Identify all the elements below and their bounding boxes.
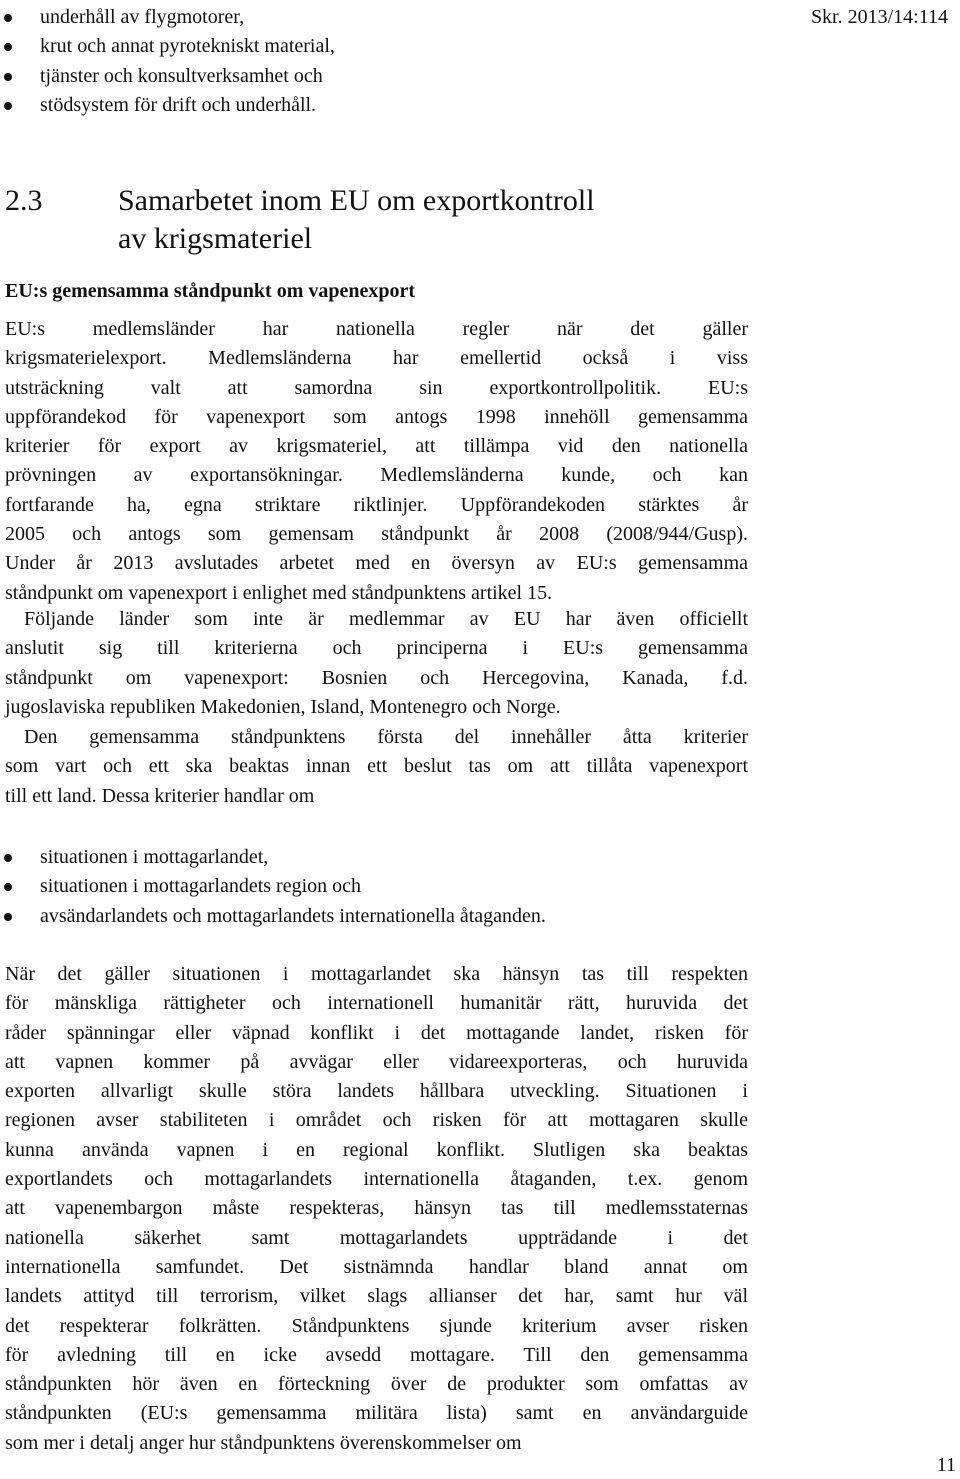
text-line: Den gemensamma ståndpunktens första del innehåller åtta kriterier	[24, 726, 748, 748]
text-line: ståndpunkt om vapenexport i enlighet med ståndpunktens artikel 15.	[5, 581, 553, 604]
list-item-text: situationen i mottagarlandets region och	[40, 875, 362, 898]
section-number: 2.3	[5, 184, 43, 217]
text-line: ståndpunkten (EU:s gemensamma militära lista) samt en användarguide	[5, 1402, 748, 1425]
section-heading	[5, 182, 765, 258]
list-item-text: situationen i mottagarlandet,	[40, 846, 269, 868]
bullet-dot-icon	[4, 913, 12, 921]
paragraph-criteria-details	[5, 960, 748, 1458]
text-line: uppförandekod för vapenexport som antogs 1998 innehöll gemensamma	[5, 405, 748, 428]
page-number: 11	[936, 1454, 956, 1476]
list-item-text: avsändarlandets och mottagarlandets internationella åtaganden.	[40, 904, 546, 927]
section-title-line1: Samarbetet inom EU om exportkontroll	[118, 184, 595, 217]
text-line: ståndpunkten hör även en förteckning över de produkter som omfattas av	[5, 1373, 748, 1396]
criteria-bullet-list	[0, 843, 546, 931]
text-line: EU:s medlemsländer har nationella regler när det gäller	[5, 318, 748, 340]
text-line: När det gäller situationen i mottagarlandet ska hänsyn tas till respekten	[5, 963, 748, 985]
subheading: EU:s gemensamma ståndpunkt om vapenexport	[5, 280, 416, 302]
text-line: som mer i detalj anger hur ståndpunktens överenskommelser om	[5, 1431, 522, 1454]
text-line: kriterier för export av krigsmateriel, att tillämpa vid den nationella	[5, 435, 748, 458]
list-item-text: tjänster och konsultverksamhet och	[40, 64, 323, 87]
paragraph-eu-rules	[5, 315, 748, 608]
section-title-line2: av krigsmateriel	[118, 222, 313, 255]
text-line: till ett land. Dessa kriterier handlar om	[5, 784, 315, 807]
text-line: regionen avser stabiliteten i området och risken för att mottagaren skulle	[5, 1109, 748, 1132]
text-line: Under år 2013 avslutades arbetet med en översyn av EU:s gemensamma	[5, 552, 748, 575]
text-line: det respekterar folkrätten. Ståndpunktens sjunde kriterium avser risken	[5, 1314, 748, 1337]
text-line: utsträckning valt att samordna sin exportkontrollpolitik. EU:s	[5, 376, 748, 399]
paragraph-associated-countries	[5, 605, 748, 722]
list-item	[0, 91, 335, 120]
text-line: nationella säkerhet samt mottagarlandets uppträdande i det	[5, 1226, 748, 1249]
list-item-text: stödsystem för drift och underhåll.	[40, 93, 317, 116]
list-item	[0, 62, 335, 91]
text-line: att vapnen kommer på avvägar eller vidareexporteras, och huruvida	[5, 1050, 748, 1073]
text-line: 2005 och antogs som gemensam ståndpunkt år 2008 (2008/944/Gusp).	[5, 523, 748, 546]
text-line: krigsmaterielexport. Medlemsländerna har emellertid också i viss	[5, 347, 748, 370]
equipment-bullet-list	[0, 3, 335, 120]
text-line: fortfarande ha, egna striktare riktlinjer. Uppförandekoden stärktes år	[5, 493, 748, 516]
text-line: råder spänningar eller väpnad konflikt i det mottagande landet, risken för	[5, 1021, 748, 1044]
bullet-dot-icon	[4, 14, 12, 22]
text-line: jugoslaviska republiken Makedonien, Island, Montenegro och Norge.	[5, 695, 561, 718]
list-item-text: krut och annat pyrotekniskt material,	[40, 35, 335, 58]
text-line: ståndpunkt om vapenexport: Bosnien och Hercegovina, Kanada, f.d.	[5, 666, 748, 689]
text-line: Följande länder som inte är medlemmar av EU har även officiellt	[24, 608, 748, 630]
text-line: anslutit sig till kriterierna och principerna i EU:s gemensamma	[5, 637, 748, 660]
text-line: för avledning till en icke avsedd mottagare. Till den gemensamma	[5, 1343, 748, 1366]
bullet-dot-icon	[4, 73, 12, 81]
list-item	[0, 32, 335, 61]
text-line: prövningen av exportansökningar. Medlemsländerna kunde, och kan	[5, 464, 748, 487]
text-line: exporten allvarligt skulle störa landets hållbara utveckling. Situationen i	[5, 1080, 748, 1103]
bullet-dot-icon	[4, 883, 12, 891]
text-line: för mänskliga rättigheter och internationell humanitär rätt, huruvida det	[5, 992, 748, 1015]
bullet-dot-icon	[4, 102, 12, 110]
text-line: som vart och ett ska beaktas innan ett beslut tas om att tillåta vapenexport	[5, 755, 748, 778]
text-line: kunna använda vapnen i en regional konflikt. Slutligen ska beaktas	[5, 1138, 748, 1161]
text-line: att vapenembargon måste respekteras, hänsyn tas till medlemsstaternas	[5, 1197, 748, 1220]
paragraph-criteria-intro	[5, 723, 748, 811]
document-reference: Skr. 2013/14:114	[810, 6, 948, 28]
list-item	[0, 3, 335, 32]
list-item-text: underhåll av flygmotorer,	[40, 6, 245, 28]
bullet-dot-icon	[4, 43, 12, 51]
text-line: landets attityd till terrorism, vilket slags allianser det har, samt hur väl	[5, 1285, 748, 1308]
list-item	[0, 902, 546, 931]
list-item	[0, 872, 546, 901]
text-line: exportlandets och mottagarlandets internationella åtaganden, t.ex. genom	[5, 1168, 748, 1191]
list-item	[0, 843, 546, 872]
bullet-dot-icon	[4, 854, 12, 862]
text-line: internationella samfundet. Det sistnämnda handlar bland annat om	[5, 1255, 748, 1278]
